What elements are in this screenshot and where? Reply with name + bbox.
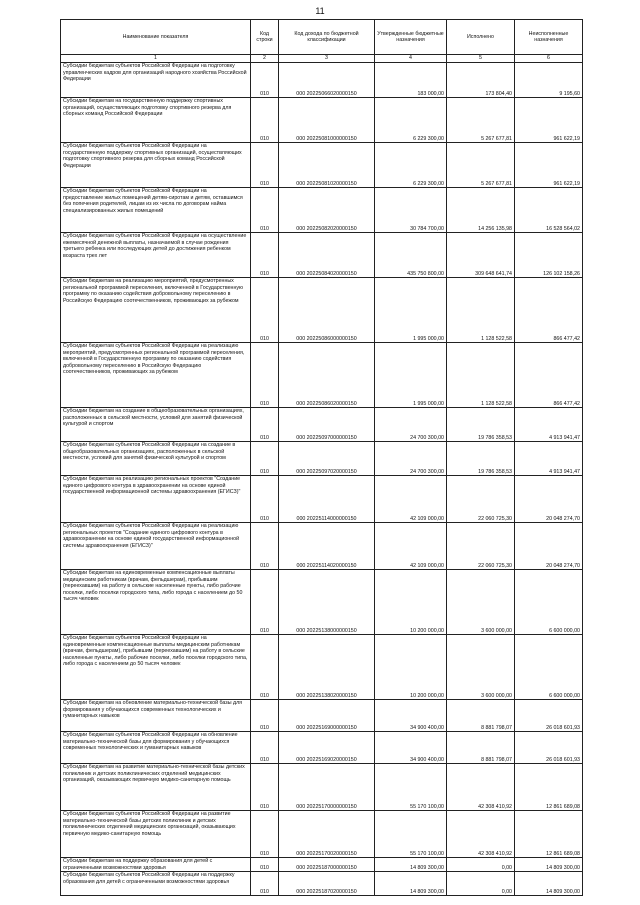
column-number: 5 — [447, 55, 515, 63]
row-name: Субсидии бюджетам субъектов Российской Федерации на подготовку управленческих кадров для организаций народного хозяйства Российской Федерации — [61, 63, 251, 98]
row-line-code: 010 — [251, 732, 279, 764]
row-name: Субсидии бюджетам на развитие материально-технической базы детских поликлиник и детских поликлинических отделений медицинских организаций, оказывающих первичную медико-санитарную помощь — [61, 764, 251, 811]
header-unexecuted: Неисполненные назначения — [515, 20, 583, 55]
row-approved: 30 784 700,00 — [375, 188, 447, 233]
row-line-code: 010 — [251, 278, 279, 343]
row-line-code: 010 — [251, 408, 279, 442]
row-executed: 8 881 798,07 — [447, 732, 515, 764]
column-number: 6 — [515, 55, 583, 63]
row-executed: 8 881 798,07 — [447, 700, 515, 732]
row-executed: 3 600 000,00 — [447, 570, 515, 635]
row-executed: 42 308 410,92 — [447, 764, 515, 811]
row-unexecuted: 126 102 158,26 — [515, 233, 583, 278]
table-row — [61, 700, 583, 732]
row-line-code: 010 — [251, 635, 279, 700]
row-income-code: 000 20225084020000150 — [279, 233, 375, 278]
row-line-code: 010 — [251, 233, 279, 278]
row-approved: 34 900 400,00 — [375, 732, 447, 764]
row-name: Субсидии бюджетам субъектов Российской Федерации на реализацию региональных проектов "Создание единого цифрового контура в здравоохранении на основе единой государственной информационной системы здравоохранения (ЕГИСЗ)" — [61, 523, 251, 570]
row-name: Субсидии бюджетам субъектов Российской Федерации на государственную поддержку спортивных организаций, осуществляющих подготовку спортивного резерва для сборных команд Российской Федерации — [61, 143, 251, 188]
row-name: Субсидии бюджетам субъектов Российской Федерации на предоставление жилых помещений детям-сиротам и детям, оставшимся без попечения родителей, лицам из их числа по договорам найма специализированных жилых помещений — [61, 188, 251, 233]
row-executed: 1 128 522,58 — [447, 278, 515, 343]
row-income-code: 000 20225169000000150 — [279, 700, 375, 732]
row-approved: 1 995 000,00 — [375, 343, 447, 408]
table-row — [61, 523, 583, 570]
table-row — [61, 233, 583, 278]
row-name: Субсидии бюджетам на единовременные компенсационные выплаты медицинским работникам (врачам, фельдшерам), прибывшим (переехавшим) на работу в сельские населенные пункты, либо рабочие поселки, либо поселки городского типа, либо города с населением до 50 тысяч человек — [61, 570, 251, 635]
row-line-code: 010 — [251, 143, 279, 188]
row-approved: 24 700 300,00 — [375, 408, 447, 442]
row-line-code: 010 — [251, 700, 279, 732]
row-unexecuted: 4 913 941,47 — [515, 442, 583, 476]
page-number: 11 — [315, 6, 325, 16]
row-name: Субсидии бюджетам на реализацию региональных проектов "Создание единого цифрового контура в здравоохранении на основе единой государственной информационной системы здравоохранения (ЕГИСЗ)" — [61, 476, 251, 523]
row-approved: 14 809 300,00 — [375, 872, 447, 896]
table-row — [61, 872, 583, 896]
table-row — [61, 188, 583, 233]
row-income-code: 000 20225097020000150 — [279, 442, 375, 476]
row-line-code: 010 — [251, 188, 279, 233]
header-executed: Исполнено — [447, 20, 515, 55]
row-line-code: 010 — [251, 523, 279, 570]
row-unexecuted: 12 861 689,08 — [515, 811, 583, 858]
row-name: Субсидии бюджетам субъектов Российской Федерации на реализацию мероприятий, предусмотренных региональной программой переселения, включенной в Государственную программу по оказанию содействия добровольному переселению в Российскую Федерацию соотечественников, проживающих за рубежом — [61, 343, 251, 408]
row-income-code: 000 20225097000000150 — [279, 408, 375, 442]
row-line-code: 010 — [251, 570, 279, 635]
row-name: Субсидии бюджетам субъектов Российской Федерации на обновление материально-технической базы для формирования у обучающихся современных технологических и гуманитарных навыков — [61, 732, 251, 764]
table-row — [61, 143, 583, 188]
row-income-code: 000 20225086000000150 — [279, 278, 375, 343]
column-number: 3 — [279, 55, 375, 63]
row-line-code: 010 — [251, 872, 279, 896]
row-unexecuted: 6 600 000,00 — [515, 635, 583, 700]
row-income-code: 000 20225114000000150 — [279, 476, 375, 523]
row-line-code: 010 — [251, 98, 279, 143]
row-income-code: 000 20225187000000150 — [279, 858, 375, 872]
row-executed: 19 786 358,53 — [447, 442, 515, 476]
header-income-code: Код дохода по бюджетной классификации — [279, 20, 375, 55]
row-executed: 173 804,40 — [447, 63, 515, 98]
row-unexecuted: 16 528 564,02 — [515, 188, 583, 233]
row-unexecuted: 866 477,42 — [515, 278, 583, 343]
row-name: Субсидии бюджетам субъектов Российской Федерации на единовременные компенсационные выплаты медицинским работникам (врачам, фельдшерам), прибывшим (переехавшим) на работу в сельские населенные пункты, либо рабочие поселки, либо поселки городского типа, либо города с населением до 50 тысяч человек — [61, 635, 251, 700]
table-row — [61, 635, 583, 700]
table-row — [61, 732, 583, 764]
row-name: Субсидии бюджетам на обновление материально-технической базы для формирования у обучающихся современных технологических и гуманитарных навыков — [61, 700, 251, 732]
row-approved: 14 809 300,00 — [375, 858, 447, 872]
row-income-code: 000 20225066020000150 — [279, 63, 375, 98]
row-income-code: 000 20225138020000150 — [279, 635, 375, 700]
row-unexecuted: 20 048 274,70 — [515, 523, 583, 570]
table-row — [61, 442, 583, 476]
row-line-code: 010 — [251, 442, 279, 476]
table-row — [61, 476, 583, 523]
row-income-code: 000 20225082020000150 — [279, 188, 375, 233]
header-approved: Утвержденные бюджетные назначения — [375, 20, 447, 55]
row-line-code: 010 — [251, 63, 279, 98]
row-line-code: 010 — [251, 764, 279, 811]
row-approved: 183 000,00 — [375, 63, 447, 98]
row-income-code: 000 20225114020000150 — [279, 523, 375, 570]
row-approved: 42 109 000,00 — [375, 476, 447, 523]
row-unexecuted: 20 048 274,70 — [515, 476, 583, 523]
header-line-code: Код строки — [251, 20, 279, 55]
row-approved: 6 229 300,00 — [375, 98, 447, 143]
row-approved: 6 229 300,00 — [375, 143, 447, 188]
row-approved: 10 200 000,00 — [375, 570, 447, 635]
table-row — [61, 811, 583, 858]
row-income-code: 000 20225169020000150 — [279, 732, 375, 764]
row-unexecuted: 961 622,19 — [515, 143, 583, 188]
row-name: Субсидии бюджетам субъектов Российской Федерации на поддержку образования для детей с ограниченными возможностями здоровья — [61, 872, 251, 896]
row-unexecuted: 14 809 300,00 — [515, 872, 583, 896]
table-header-row — [61, 20, 583, 55]
row-name: Субсидии бюджетам на поддержку образования для детей с ограниченными возможностями здоровья — [61, 858, 251, 872]
row-unexecuted: 4 913 941,47 — [515, 408, 583, 442]
row-income-code: 000 20225170020000150 — [279, 811, 375, 858]
row-approved: 34 900 400,00 — [375, 700, 447, 732]
table-row — [61, 764, 583, 811]
column-number-row — [61, 55, 583, 63]
row-income-code: 000 20225081020000150 — [279, 143, 375, 188]
row-executed: 5 267 677,81 — [447, 98, 515, 143]
row-unexecuted: 9 195,60 — [515, 63, 583, 98]
row-unexecuted: 961 622,19 — [515, 98, 583, 143]
header-name: Наименование показателя — [61, 20, 251, 55]
row-line-code: 010 — [251, 811, 279, 858]
row-approved: 24 700 300,00 — [375, 442, 447, 476]
row-approved: 55 170 100,00 — [375, 811, 447, 858]
row-line-code: 010 — [251, 476, 279, 523]
row-unexecuted: 26 018 601,93 — [515, 700, 583, 732]
row-executed: 0,00 — [447, 858, 515, 872]
row-line-code: 010 — [251, 343, 279, 408]
table-row — [61, 408, 583, 442]
row-unexecuted: 866 477,42 — [515, 343, 583, 408]
table-row — [61, 63, 583, 98]
row-unexecuted: 14 809 300,00 — [515, 858, 583, 872]
row-income-code: 000 20225187020000150 — [279, 872, 375, 896]
row-unexecuted: 12 861 689,08 — [515, 764, 583, 811]
row-unexecuted: 26 018 601,93 — [515, 732, 583, 764]
table-row — [61, 570, 583, 635]
row-income-code: 000 20225170000000150 — [279, 764, 375, 811]
row-executed: 22 060 725,30 — [447, 476, 515, 523]
column-number: 1 — [61, 55, 251, 63]
row-name: Субсидии бюджетам субъектов Российской Федерации на создание в общеобразовательных организациях, расположенных в сельской местности, условий для занятий физической культурой и спортом — [61, 442, 251, 476]
row-approved: 435 750 800,00 — [375, 233, 447, 278]
row-income-code: 000 20225086020000150 — [279, 343, 375, 408]
row-executed: 5 267 677,81 — [447, 143, 515, 188]
row-executed: 0,00 — [447, 872, 515, 896]
row-executed: 42 308 410,92 — [447, 811, 515, 858]
row-income-code: 000 20225081000000150 — [279, 98, 375, 143]
row-name: Субсидии бюджетам на реализацию мероприятий, предусмотренных региональной программой переселения, включенной в Государственную программу по оказанию содействия добровольному переселению в Российскую Федерацию соотечественников, проживающих за рубежом — [61, 278, 251, 343]
row-executed: 22 060 725,30 — [447, 523, 515, 570]
row-approved: 55 170 100,00 — [375, 764, 447, 811]
row-name: Субсидии бюджетам на создание в общеобразовательных организациях, расположенных в сельской местности, условий для занятий физической культурой и спортом — [61, 408, 251, 442]
row-name: Субсидии бюджетам субъектов Российской Федерации на развитие материально-технической базы детских поликлиник и детских поликлинических отделений медицинских организаций, оказывающих первичную медико-санитарную помощь — [61, 811, 251, 858]
table-row — [61, 858, 583, 872]
row-executed: 14 256 135,98 — [447, 188, 515, 233]
row-executed: 19 786 358,53 — [447, 408, 515, 442]
row-approved: 42 109 000,00 — [375, 523, 447, 570]
row-approved: 1 995 000,00 — [375, 278, 447, 343]
table-row — [61, 343, 583, 408]
row-income-code: 000 20225138000000150 — [279, 570, 375, 635]
row-executed: 3 600 000,00 — [447, 635, 515, 700]
table-row — [61, 278, 583, 343]
column-number: 2 — [251, 55, 279, 63]
row-approved: 10 200 000,00 — [375, 635, 447, 700]
row-executed: 309 648 641,74 — [447, 233, 515, 278]
column-number: 4 — [375, 55, 447, 63]
row-unexecuted: 6 600 000,00 — [515, 570, 583, 635]
row-executed: 1 128 522,58 — [447, 343, 515, 408]
table-row — [61, 98, 583, 143]
row-line-code: 010 — [251, 858, 279, 872]
row-name: Субсидии бюджетам на государственную поддержку спортивных организаций, осуществляющих подготовку спортивного резерва для сборных команд Российской Федерации — [61, 98, 251, 143]
row-name: Субсидии бюджетам субъектов Российской Федерации на осуществление ежемесячной денежной выплаты, назначаемой в случае рождения третьего ребенка или последующих детей до достижения ребенком возраста трех лет — [61, 233, 251, 278]
budget-execution-table — [60, 19, 583, 896]
